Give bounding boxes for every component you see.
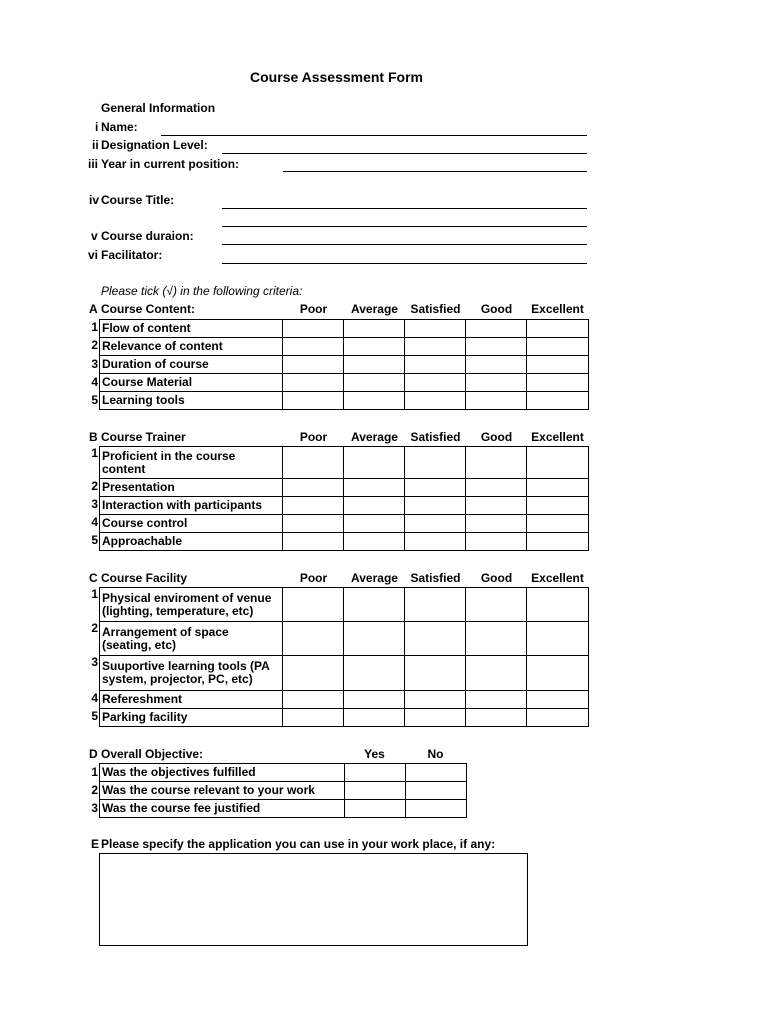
rating-cell[interactable] [527, 622, 589, 656]
table-row [100, 479, 589, 497]
section-c-num-1: 1 [91, 587, 98, 601]
section-c-title: Course Facility [101, 571, 188, 585]
rating-cell[interactable] [527, 515, 589, 533]
rating-cell[interactable] [527, 392, 589, 410]
section-d-title: Overall Objective: [101, 747, 204, 761]
criterion-label: Proficient in the course content [100, 447, 283, 479]
section-a-num-1: 1 [91, 320, 98, 334]
table-row [100, 691, 589, 709]
section-d-num-3: 3 [91, 801, 98, 815]
rating-cell[interactable] [283, 374, 344, 392]
rating-cell[interactable] [527, 479, 589, 497]
field-designation-label: Designation Level: [101, 138, 208, 152]
rating-cell[interactable] [527, 356, 589, 374]
table-row [100, 447, 589, 479]
table-row [100, 374, 589, 392]
section-a-header-satisfied: Satisfied [410, 302, 461, 316]
table-row [100, 709, 589, 727]
rating-cell[interactable] [344, 515, 405, 533]
section-b-header-satisfied: Satisfied [410, 430, 461, 444]
rating-cell[interactable] [527, 320, 589, 338]
rating-cell[interactable] [466, 338, 527, 356]
table-row [100, 533, 589, 551]
rating-cell[interactable] [283, 622, 344, 656]
section-d-num-1: 1 [91, 765, 98, 779]
yes-cell[interactable] [345, 782, 406, 800]
criterion-label: Approachable [100, 533, 283, 551]
rating-cell[interactable] [405, 338, 466, 356]
rating-cell[interactable] [283, 479, 344, 497]
section-a-header-average: Average [351, 302, 398, 316]
rating-cell[interactable] [344, 447, 405, 479]
criterion-label: Was the objectives fulfilled [100, 764, 345, 782]
no-cell[interactable] [406, 764, 467, 782]
rating-cell[interactable] [466, 479, 527, 497]
duration-line[interactable] [222, 244, 587, 245]
criterion-label: Refereshment [100, 691, 283, 709]
section-c-header-average: Average [351, 571, 398, 585]
table-row [100, 588, 589, 622]
rating-cell[interactable] [466, 656, 527, 691]
rating-cell[interactable] [405, 656, 466, 691]
section-b-num-4: 4 [91, 515, 98, 529]
rating-cell[interactable] [283, 320, 344, 338]
section-a-num-3: 3 [91, 357, 98, 371]
section-c-num-4: 4 [91, 691, 98, 705]
section-c-header-satisfied: Satisfied [410, 571, 461, 585]
field-duration-label: Course duraion: [101, 229, 194, 243]
table-row [100, 764, 467, 782]
section-a-header-excellent: Excellent [531, 302, 584, 316]
rating-cell[interactable] [405, 691, 466, 709]
section-c-header-poor: Poor [299, 571, 328, 585]
table-row [100, 356, 589, 374]
rating-cell[interactable] [405, 588, 466, 622]
table-row [100, 497, 589, 515]
section-c-header-excellent: Excellent [531, 571, 584, 585]
rating-cell[interactable] [527, 447, 589, 479]
rating-cell[interactable] [283, 656, 344, 691]
criterion-label: Arrangement of space (seating, etc) [100, 622, 283, 656]
rating-cell[interactable] [527, 374, 589, 392]
table-row [100, 320, 589, 338]
rating-cell[interactable] [344, 356, 405, 374]
criterion-label: Was the course fee justified [100, 800, 345, 818]
rating-cell[interactable] [283, 533, 344, 551]
rating-cell[interactable] [405, 479, 466, 497]
criterion-label: Presentation [100, 479, 283, 497]
table-row [100, 338, 589, 356]
section-e-letter: E [91, 837, 100, 851]
general-heading: General Information [101, 101, 216, 115]
rating-cell[interactable] [466, 374, 527, 392]
section-a-letter: A [89, 302, 98, 316]
facilitator-line[interactable] [222, 263, 587, 264]
field-name-num: i [95, 120, 99, 134]
rating-cell[interactable] [466, 533, 527, 551]
section-b-num-3: 3 [91, 497, 98, 511]
section-c-header-good: Good [480, 571, 513, 585]
section-e-title: Please specify the application you can use in your work place, if any: [101, 837, 496, 851]
section-b-header-excellent: Excellent [531, 430, 584, 444]
field-designation-num: ii [92, 138, 99, 152]
rating-cell[interactable] [283, 356, 344, 374]
rating-cell[interactable] [405, 622, 466, 656]
rating-cell[interactable] [283, 392, 344, 410]
rating-cell[interactable] [527, 497, 589, 515]
rating-cell[interactable] [344, 497, 405, 515]
rating-cell[interactable] [344, 588, 405, 622]
criterion-label: Course control [100, 515, 283, 533]
section-b-header-good: Good [480, 430, 513, 444]
rating-cell[interactable] [466, 447, 527, 479]
criterion-label: Physical enviroment of venue (lighting, temperature, etc) [100, 588, 283, 622]
section-a-num-5: 5 [91, 393, 98, 407]
table-row [100, 515, 589, 533]
section-a-header-good: Good [480, 302, 513, 316]
field-facilitator-label: Facilitator: [101, 248, 163, 262]
course-title-line-2[interactable] [222, 226, 587, 227]
rating-cell[interactable] [283, 338, 344, 356]
table-row [100, 656, 589, 691]
rating-cell[interactable] [405, 515, 466, 533]
rating-cell[interactable] [405, 356, 466, 374]
section-a-num-4: 4 [91, 375, 98, 389]
rating-cell[interactable] [344, 374, 405, 392]
field-name-label: Name: [101, 120, 138, 134]
no-cell[interactable] [406, 800, 467, 818]
field-duration-num: v [91, 229, 98, 243]
rating-cell[interactable] [405, 447, 466, 479]
section-b-num-2: 2 [91, 479, 98, 493]
rating-cell[interactable] [344, 338, 405, 356]
rating-cell[interactable] [527, 338, 589, 356]
section-a-table [99, 319, 589, 410]
section-c-num-2: 2 [91, 621, 98, 635]
section-b-table [99, 446, 589, 551]
field-facilitator-num: vi [88, 248, 99, 262]
section-b-title: Course Trainer [101, 430, 186, 444]
field-course-title-label: Course Title: [101, 193, 175, 207]
section-a-num-2: 2 [91, 338, 98, 352]
criterion-label: Course Material [100, 374, 283, 392]
rating-cell[interactable] [283, 588, 344, 622]
rating-cell[interactable] [283, 515, 344, 533]
table-row [100, 782, 467, 800]
application-text-box[interactable] [99, 853, 528, 946]
rating-cell[interactable] [527, 588, 589, 622]
rating-cell[interactable] [344, 622, 405, 656]
rating-cell[interactable] [466, 515, 527, 533]
field-year-num: iii [88, 157, 99, 171]
rating-cell[interactable] [466, 320, 527, 338]
rating-cell[interactable] [405, 392, 466, 410]
rating-cell[interactable] [466, 588, 527, 622]
section-d-table [99, 763, 467, 818]
rating-cell[interactable] [405, 497, 466, 515]
section-a-title: Course Content: [101, 302, 195, 316]
field-year-label: Year in current position: [101, 157, 240, 171]
rating-cell[interactable] [466, 392, 527, 410]
instruction-text: Please tick (√) in the following criteria: [101, 284, 303, 298]
rating-cell[interactable] [527, 656, 589, 691]
rating-cell[interactable] [283, 691, 344, 709]
criterion-label: Flow of content [100, 320, 283, 338]
section-c-num-5: 5 [91, 709, 98, 723]
rating-cell[interactable] [466, 356, 527, 374]
rating-cell[interactable] [466, 691, 527, 709]
rating-cell[interactable] [405, 374, 466, 392]
section-d-header-no: No [427, 747, 444, 761]
section-b-num-5: 5 [91, 533, 98, 547]
section-b-header-average: Average [351, 430, 398, 444]
rating-cell[interactable] [527, 691, 589, 709]
rating-cell[interactable] [344, 392, 405, 410]
rating-cell[interactable] [466, 497, 527, 515]
year-line[interactable] [283, 171, 587, 172]
designation-line[interactable] [222, 153, 587, 154]
rating-cell[interactable] [283, 497, 344, 515]
criterion-label: Learning tools [100, 392, 283, 410]
field-course-title-num: iv [89, 193, 100, 207]
rating-cell[interactable] [466, 709, 527, 727]
rating-cell[interactable] [344, 479, 405, 497]
rating-cell[interactable] [344, 656, 405, 691]
rating-cell[interactable] [405, 709, 466, 727]
table-row [100, 800, 467, 818]
no-cell[interactable] [406, 782, 467, 800]
criterion-label: Duration of course [100, 356, 283, 374]
table-row [100, 392, 589, 410]
section-d-header-yes: Yes [364, 747, 385, 761]
yes-cell[interactable] [345, 800, 406, 818]
form-title: Course Assessment Form [250, 69, 423, 85]
rating-cell[interactable] [283, 447, 344, 479]
section-b-num-1: 1 [91, 446, 98, 460]
section-c-letter: C [89, 571, 98, 585]
rating-cell[interactable] [405, 320, 466, 338]
name-line[interactable] [161, 135, 587, 136]
rating-cell[interactable] [344, 320, 405, 338]
criterion-label: Interaction with participants [100, 497, 283, 515]
section-d-num-2: 2 [91, 783, 98, 797]
rating-cell[interactable] [527, 533, 589, 551]
section-b-header-poor: Poor [299, 430, 328, 444]
criterion-label: Relevance of content [100, 338, 283, 356]
section-c-table [99, 587, 589, 727]
rating-cell[interactable] [283, 709, 344, 727]
section-a-header-poor: Poor [299, 302, 328, 316]
rating-cell[interactable] [344, 533, 405, 551]
criterion-label: Suuportive learning tools (PA system, projector, PC, etc) [100, 656, 283, 691]
table-row [100, 622, 589, 656]
rating-cell[interactable] [405, 533, 466, 551]
yes-cell[interactable] [345, 764, 406, 782]
section-b-letter: B [89, 430, 98, 444]
section-c-num-3: 3 [91, 655, 98, 669]
rating-cell[interactable] [344, 709, 405, 727]
rating-cell[interactable] [344, 691, 405, 709]
section-d-letter: D [89, 747, 98, 761]
rating-cell[interactable] [527, 709, 589, 727]
rating-cell[interactable] [466, 622, 527, 656]
criterion-label: Was the course relevant to your work [100, 782, 345, 800]
course-title-line[interactable] [222, 208, 587, 209]
criterion-label: Parking facility [100, 709, 283, 727]
